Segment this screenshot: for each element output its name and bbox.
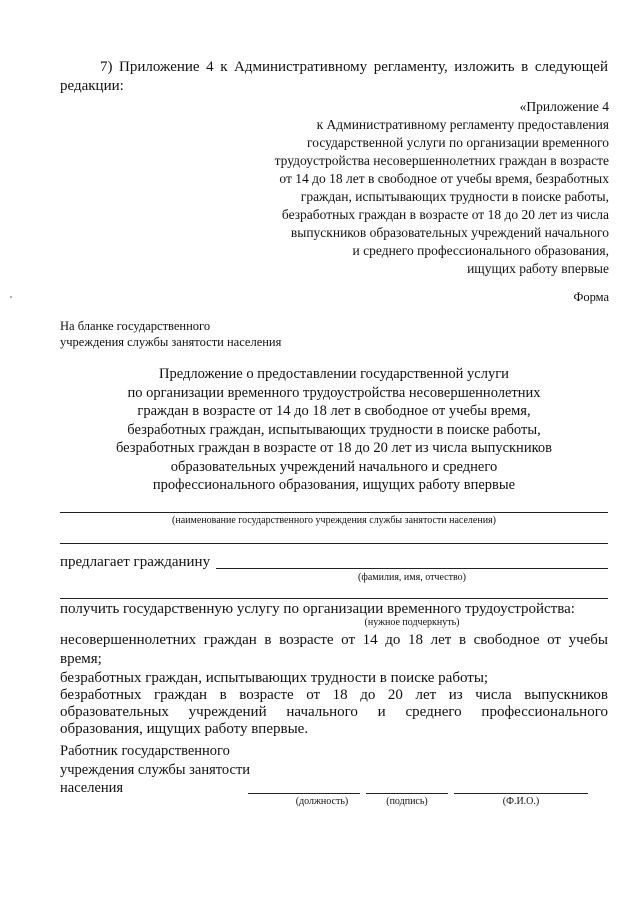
appendix-header-line: государственной услуги по организации временного bbox=[307, 135, 609, 150]
citizen-name-line-2 bbox=[60, 598, 608, 599]
option-3-line-2: образовательных учреждений начального и среднего профессионального bbox=[60, 704, 608, 720]
scan-speck bbox=[10, 296, 12, 298]
blank-note bbox=[60, 318, 360, 350]
sign-line bbox=[366, 793, 448, 794]
sign-caption: (подпись) bbox=[386, 796, 428, 807]
choose-caption: (нужное подчеркнуть) bbox=[364, 617, 460, 628]
title-line: профессионального образования, ищущих работу впервые bbox=[152, 477, 516, 493]
title-line: образовательных учреждений начального и среднего bbox=[170, 458, 498, 475]
form-label: Форма bbox=[573, 290, 609, 304]
institution-line bbox=[60, 512, 608, 513]
appendix-header-line: выпускников образовательных учреждений начального bbox=[290, 225, 609, 240]
title-line: безработных граждан, испытывающих трудности в поиске работы, bbox=[127, 421, 541, 438]
signature-label-line: населения bbox=[60, 780, 124, 796]
title-line: безработных граждан в возрасте от 18 до 20 лет из числа выпускников bbox=[116, 440, 552, 456]
fio-line bbox=[454, 793, 588, 794]
blank-note-line: На бланке государственного bbox=[60, 319, 211, 333]
institution-line-2 bbox=[60, 543, 608, 544]
title-line: по организации временного трудоустройства несовершеннолетних bbox=[127, 384, 541, 401]
intro-line-2: редакции: bbox=[60, 78, 124, 94]
appendix-header-line: к Административному регламенту предоставления bbox=[316, 117, 609, 132]
position-caption: (должность) bbox=[295, 796, 349, 807]
offer-label: предлагает гражданину bbox=[60, 554, 211, 570]
option-1-line-2: время; bbox=[60, 651, 102, 667]
name-caption: (фамилия, имя, отчество) bbox=[358, 572, 466, 583]
option-1-line-1: несовершеннолетних граждан в возрасте от 14 до 18 лет в свободное от учебы bbox=[60, 632, 608, 648]
position-line bbox=[248, 793, 360, 794]
option-2: безработных граждан, испытывающих трудности в поиске работы; bbox=[60, 670, 489, 686]
signature-label-line: учреждения службы занятости bbox=[60, 761, 251, 778]
intro-line-1: 7) Приложение 4 к Административному регламенту, изложить в следующей bbox=[100, 59, 608, 75]
option-3-line-1: безработных граждан в возрасте от 18 до 20 лет из числа выпускников bbox=[60, 687, 608, 703]
appendix-header-line: от 14 до 18 лет в свободное от учебы время, безработных bbox=[279, 171, 609, 186]
title-line: Предложение о предоставлении государственной услуги bbox=[159, 366, 509, 382]
institution-caption: (наименование государственного учреждения службы занятости населения) bbox=[172, 515, 496, 526]
appendix-header-line: трудоустройства несовершеннолетних граждан в возрасте bbox=[274, 153, 609, 168]
citizen-name-line bbox=[216, 568, 608, 569]
appendix-header-line: граждан, испытывающих трудности в поиске работы, bbox=[300, 189, 609, 204]
appendix-header-line: ищущих работу впервые bbox=[467, 261, 609, 276]
appendix-header bbox=[200, 98, 609, 278]
service-line: получить государственную услугу по организации временного трудоустройства: bbox=[60, 601, 575, 617]
option-3-line-3: образования, ищущих работу впервые. bbox=[60, 721, 309, 737]
title-line: граждан в возрасте от 14 до 18 лет в свободное от учебы время, bbox=[137, 403, 531, 419]
fio-caption: (Ф.И.О.) bbox=[502, 796, 540, 807]
appendix-header-line: «Приложение 4 bbox=[519, 99, 609, 114]
signature-label-line: Работник государственного bbox=[60, 743, 230, 759]
appendix-header-line: и среднего профессионального образования, bbox=[352, 243, 609, 258]
blank-note-line: учреждения службы занятости населения bbox=[60, 335, 282, 349]
appendix-header-line: безработных граждан в возрасте от 18 до 20 лет из числа bbox=[281, 207, 609, 222]
signature-label bbox=[60, 742, 300, 798]
document-title bbox=[60, 365, 608, 495]
